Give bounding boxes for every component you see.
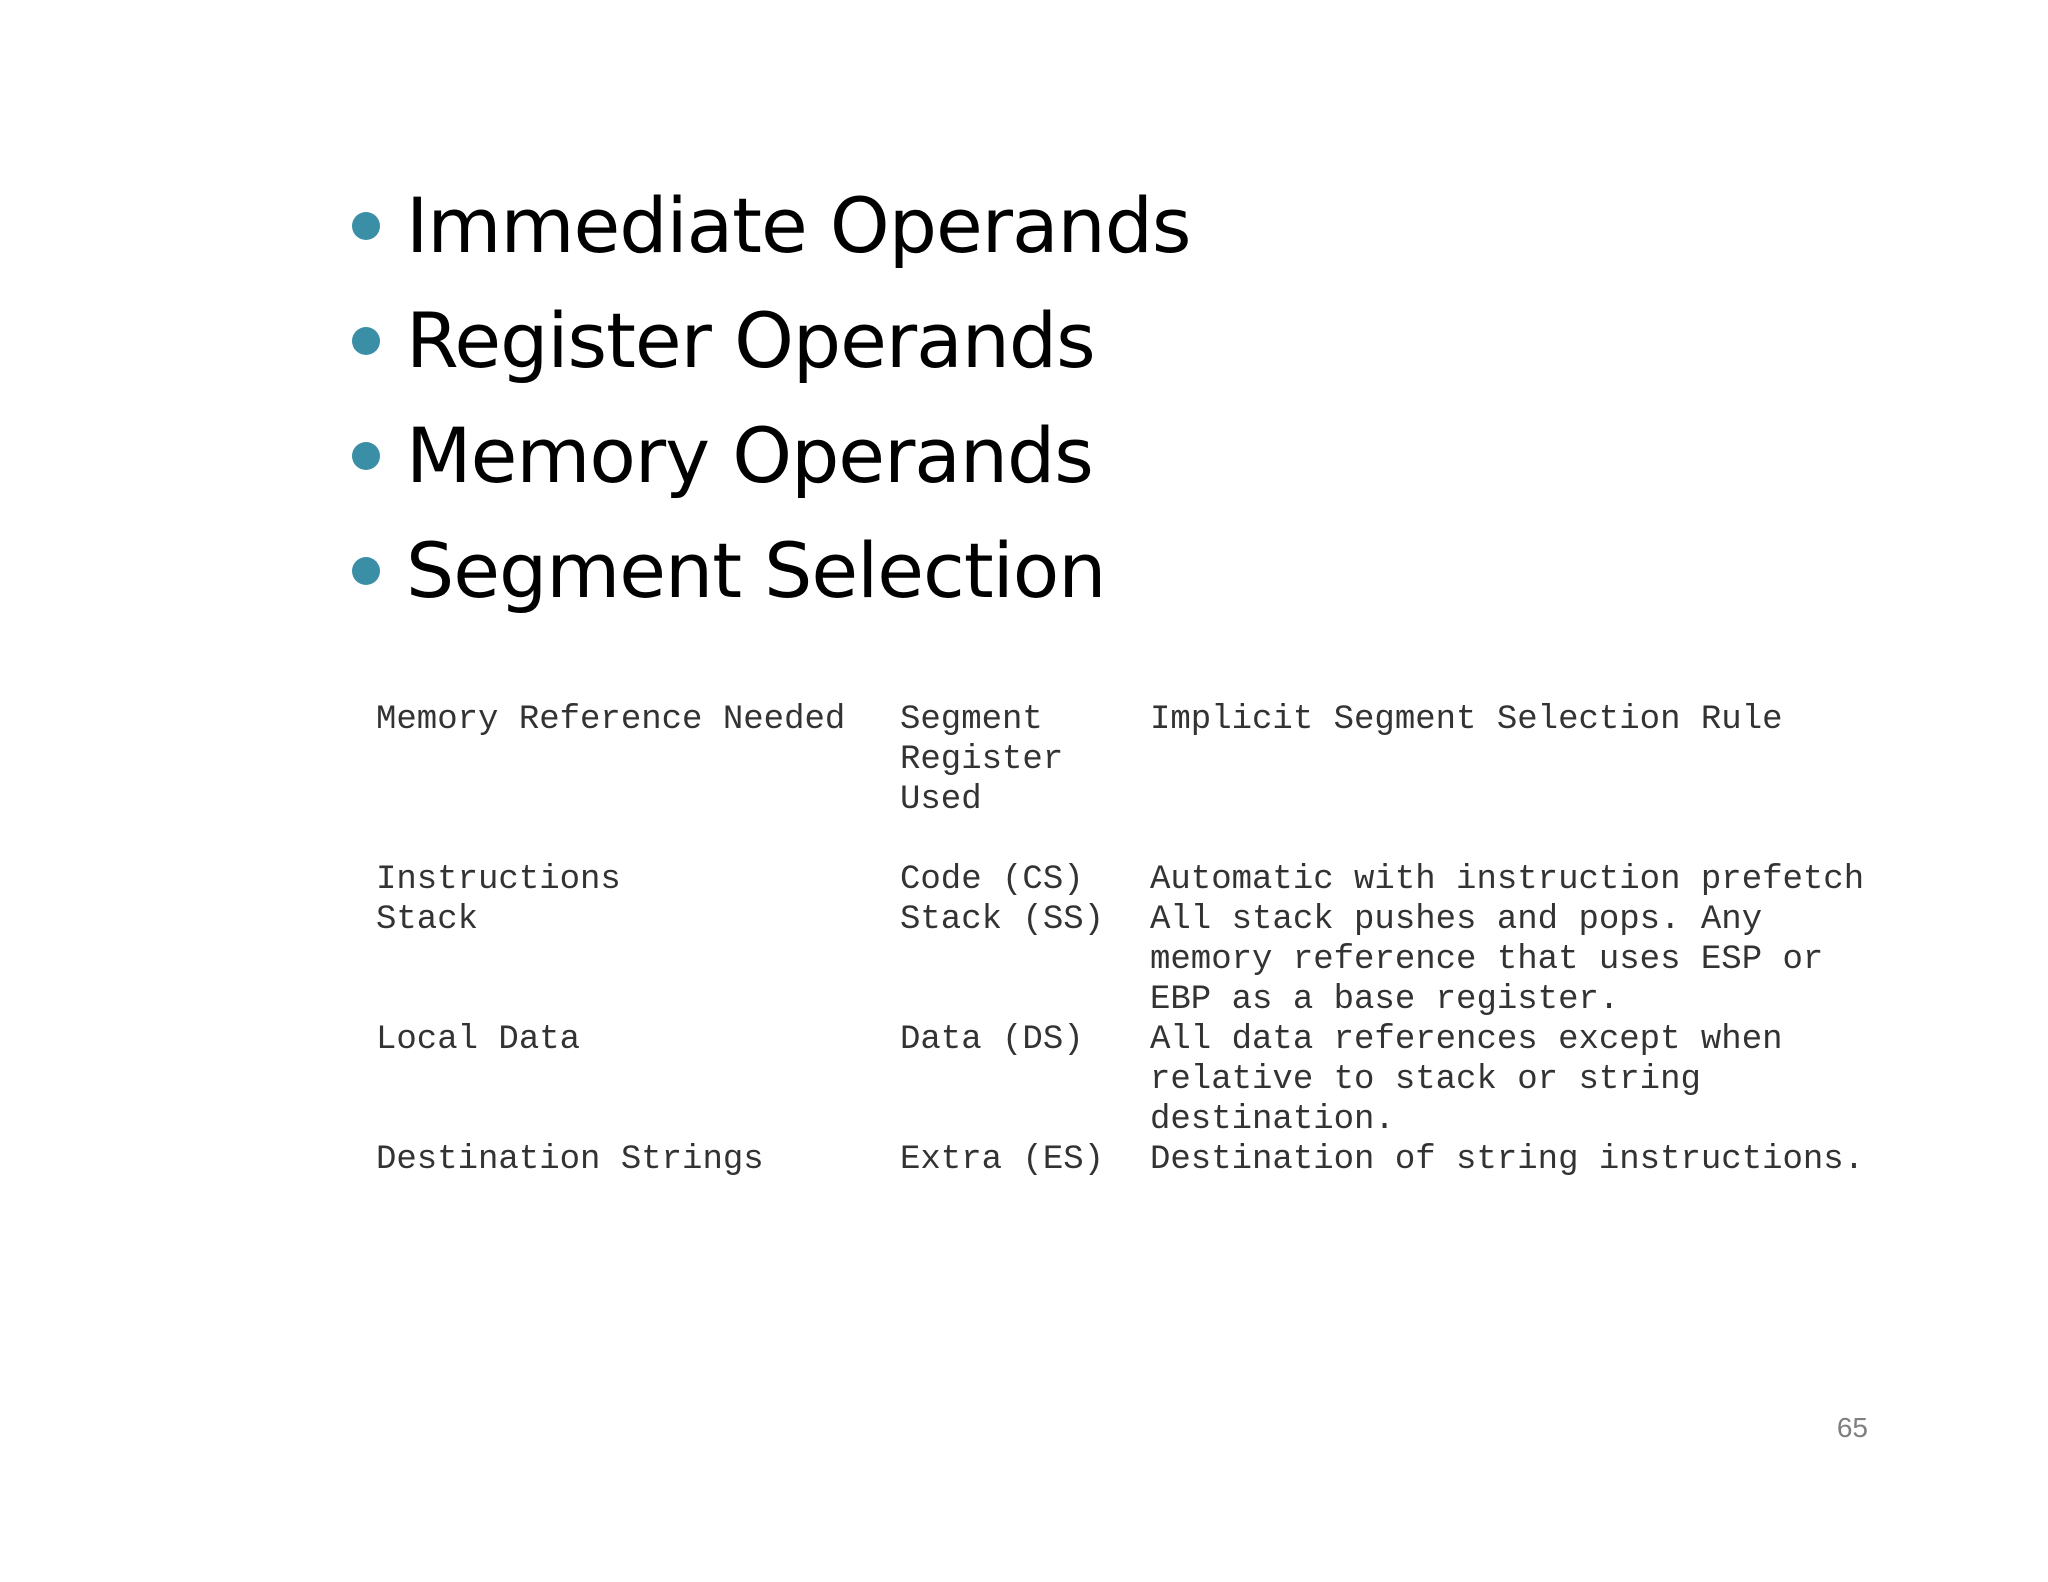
page-number: 65	[1836, 1412, 1868, 1443]
table-spacer-row	[376, 820, 1910, 860]
cell-segment-register: Stack (SS)	[900, 901, 1105, 939]
table-row	[376, 1020, 1910, 1140]
header-segment-register: Segment Register Used	[900, 701, 1064, 819]
bullet-dot-icon	[352, 212, 380, 240]
cell-selection-rule: Automatic with instruction prefetch	[1150, 861, 1865, 899]
bullet-item-segment-selection	[352, 513, 1191, 628]
bullet-list	[352, 168, 1191, 628]
bullet-item-register-operands	[352, 283, 1191, 398]
cell-selection-rule: All data references except when relative to stack or string destination.	[1150, 1021, 1783, 1139]
header-selection-rule: Implicit Segment Selection Rule	[1150, 701, 1783, 739]
header-memory-reference: Memory Reference Needed	[376, 701, 846, 739]
table-row	[376, 900, 1910, 1020]
table-row	[376, 1140, 1910, 1180]
cell-segment-register: Data (DS)	[900, 1021, 1084, 1059]
bullet-text: Segment Selection	[406, 526, 1106, 615]
cell-selection-rule: Destination of string instructions.	[1150, 1141, 1865, 1179]
bullet-text: Immediate Operands	[406, 181, 1191, 270]
cell-memory-reference: Destination Strings	[376, 1141, 764, 1179]
bullet-dot-icon	[352, 327, 380, 355]
bullet-item-immediate-operands	[352, 168, 1191, 283]
cell-selection-rule: All stack pushes and pops. Any memory reference that uses ESP or EBP as a base register.	[1150, 901, 1824, 1019]
bullet-item-memory-operands	[352, 398, 1191, 513]
cell-segment-register: Code (CS)	[900, 861, 1084, 899]
bullet-text: Register Operands	[406, 296, 1095, 385]
segment-selection-table	[376, 700, 1910, 1180]
bullet-dot-icon	[352, 557, 380, 585]
table-header-row	[376, 700, 1910, 820]
bullet-dot-icon	[352, 442, 380, 470]
table-row	[376, 860, 1910, 900]
cell-memory-reference: Instructions	[376, 861, 621, 899]
cell-memory-reference: Local Data	[376, 1021, 581, 1059]
cell-memory-reference: Stack	[376, 901, 479, 939]
bullet-text: Memory Operands	[406, 411, 1093, 500]
cell-segment-register: Extra (ES)	[900, 1141, 1105, 1179]
